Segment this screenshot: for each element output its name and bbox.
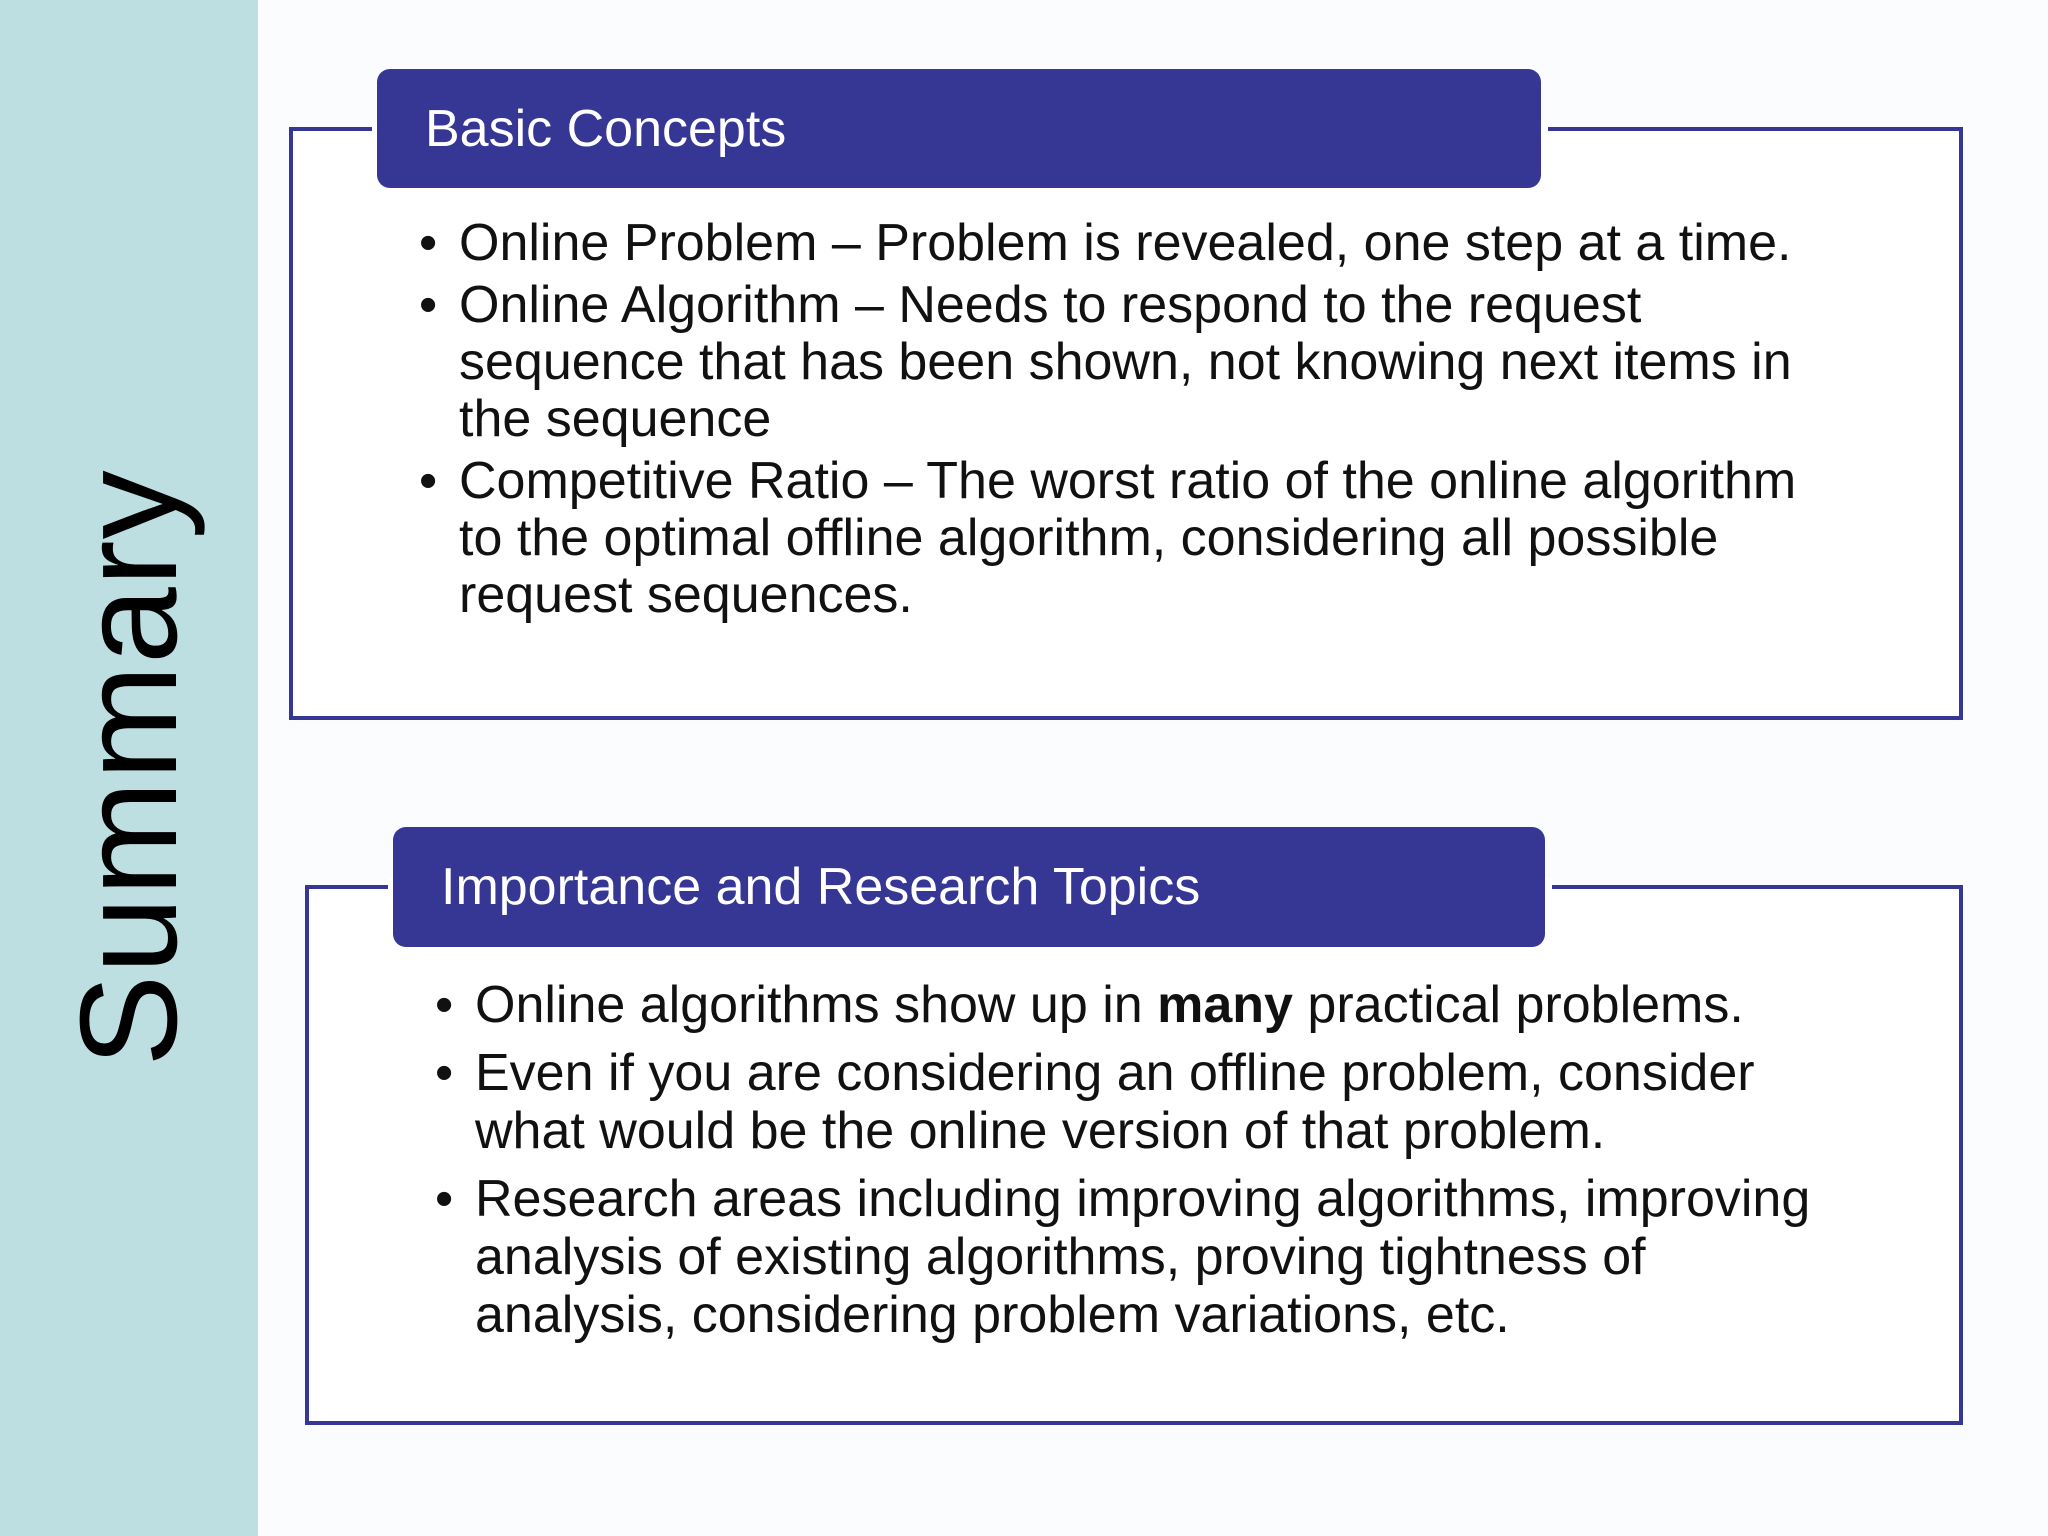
importance-list	[435, 976, 1855, 1344]
list-item	[435, 976, 1855, 1034]
side-band	[0, 0, 258, 1536]
basic-concepts-header: Basic Concepts	[377, 69, 1541, 188]
list-item: • Competitive Ratio – The worst ratio of the online algorithm to the optimal offline algorithm, considering all possible request sequences.	[419, 453, 1819, 624]
list-item: • Research areas including improving algorithms, improving analysis of existing algorithms, proving tightness of analysis, considering problem variations, etc.	[435, 1170, 1855, 1344]
importance-header: Importance and Research Topics	[393, 827, 1545, 947]
bullet-text: practical problems.	[1292, 976, 1744, 1034]
basic-concepts-list	[419, 215, 1819, 624]
bullet-text: Online algorithms show up in	[475, 976, 1158, 1034]
slide-title: Summary	[52, 469, 206, 1067]
list-item: • Even if you are considering an offline problem, consider what would be the online version of that problem.	[435, 1044, 1855, 1160]
bullet-emphasis: many	[1157, 976, 1293, 1034]
list-item: • Online Algorithm – Needs to respond to the request sequence that has been shown, not knowing next items in the sequence	[419, 277, 1819, 448]
list-item: • Online Problem – Problem is revealed, one step at a time.	[419, 215, 1819, 272]
